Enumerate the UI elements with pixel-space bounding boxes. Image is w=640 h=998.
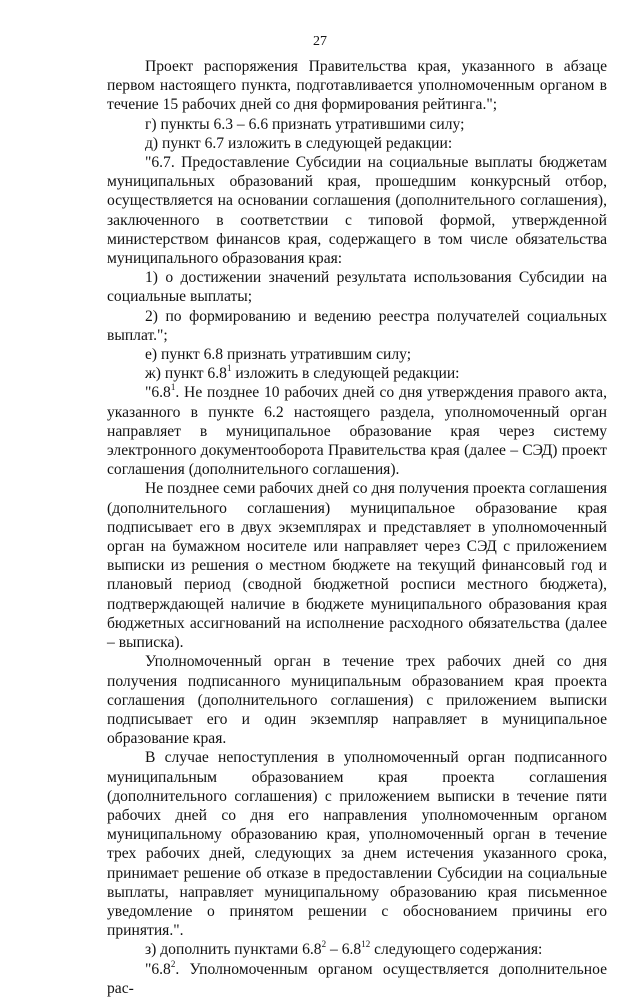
superscript: 1 (170, 382, 176, 393)
paragraph-item-zh (107, 364, 607, 383)
paragraph-obligation-2: 2) по формированию и ведению реестра получателей социальных выплат."; (107, 307, 607, 344)
text-fragment: "6.8 (145, 960, 171, 978)
paragraph-seven-days: Не позднее семи рабочих дней со дня получения проекта соглашения (дополнительного соглашения) муниципальное образование края подписывает его в двух экземплярах и представляет в уполномоченный орган на бумажном носителе или направляет через СЭД с приложением выписки из решения о местном бюджете на текущий финансовый год и плановый период (сводной бюджетной росписи местного бюджета), подтверждающей наличие в бюджете муниципального образования края бюджетных ассигнований на исполнение расходного обязательства (далее – выписка). (107, 480, 607, 652)
body-text (107, 57, 607, 998)
text-fragment: – 6.8 (326, 941, 362, 959)
text-fragment: . Не позднее 10 рабочих дней со дня утверждения правого акта, указанного в пункте 6.2 настоящего раздела, уполномоченный орган направляет в муниципальное образование края через систему электронного документооборота Правительства края (далее – СЭД) проект соглашения (дополнительного соглашения). (107, 384, 607, 479)
paragraph-non-receipt: В случае непоступления в уполномоченный орган подписанного муниципальным образованием края проекта соглашения (дополнительного соглашения) с приложением выписки в течение пяти рабочих дней со дня его направления уполномоченным органом муниципальному образованию края, уполномоченный орган в течение трех рабочих дней, следующих за днем истечения указанного срока, принимает решение об отказе в предоставлении Субсидии на социальные выплаты, направляет муниципальному образованию края письменное уведомление о принятом решении с обоснованием причины его принятия.". (107, 749, 607, 940)
paragraph-6-8-1 (107, 383, 607, 479)
superscript: 2 (170, 958, 176, 969)
text-fragment: изложить в следующей редакции: (231, 365, 460, 383)
paragraph-item-e: е) пункт 6.8 признать утратившим силу; (145, 346, 412, 364)
text-fragment: . Уполномоченным органом осуществляется дополнительное рас- (107, 960, 607, 997)
superscript: 2 (321, 939, 327, 950)
superscript: 1 (226, 363, 232, 374)
paragraph-item-g: г) пункты 6.3 – 6.6 признать утратившими силу; (145, 115, 465, 133)
paragraph-three-days: Уполномоченный орган в течение трех рабочих дней со дня получения подписанного муниципальным образованием края проекта соглашения (дополнительного соглашения) с приложением выписки подписывает его и один экземпляр направляет в муниципальное образование края. (107, 653, 607, 748)
paragraph-6-7: "6.7. Предоставление Субсидии на социальные выплаты бюджетам муниципальных образований края, прошедшим конкурсный отбор, осуществляется на основании соглашения (дополнительного соглашения), заключенного в соответствии с типовой формой, утвержденной министерством финансов края, содержащего в том числе обязательства муниципального образования края: (107, 154, 607, 268)
text-fragment: з) дополнить пунктами 6.8 (145, 941, 322, 959)
paragraph-6-8-2 (107, 960, 607, 998)
paragraph-obligation-1: 1) о достижении значений результата использования Субсидии на социальные выплаты; (107, 269, 607, 306)
page-number: 27 (313, 34, 327, 49)
text-fragment: следующего содержания: (370, 941, 543, 959)
paragraph-project-order: Проект распоряжения Правительства края, указанного в абзаце первом настоящего пункта, подготавливается уполномоченным органом в течение 15 рабочих дней со дня формирования рейтинга."; (107, 58, 607, 114)
text-fragment: ж) пункт 6.8 (145, 365, 227, 383)
paragraph-item-z (107, 940, 607, 959)
text-fragment: "6.8 (145, 384, 171, 402)
paragraph-item-d: д) пункт 6.7 изложить в следующей редакции: (145, 134, 453, 152)
superscript: 12 (361, 939, 371, 950)
